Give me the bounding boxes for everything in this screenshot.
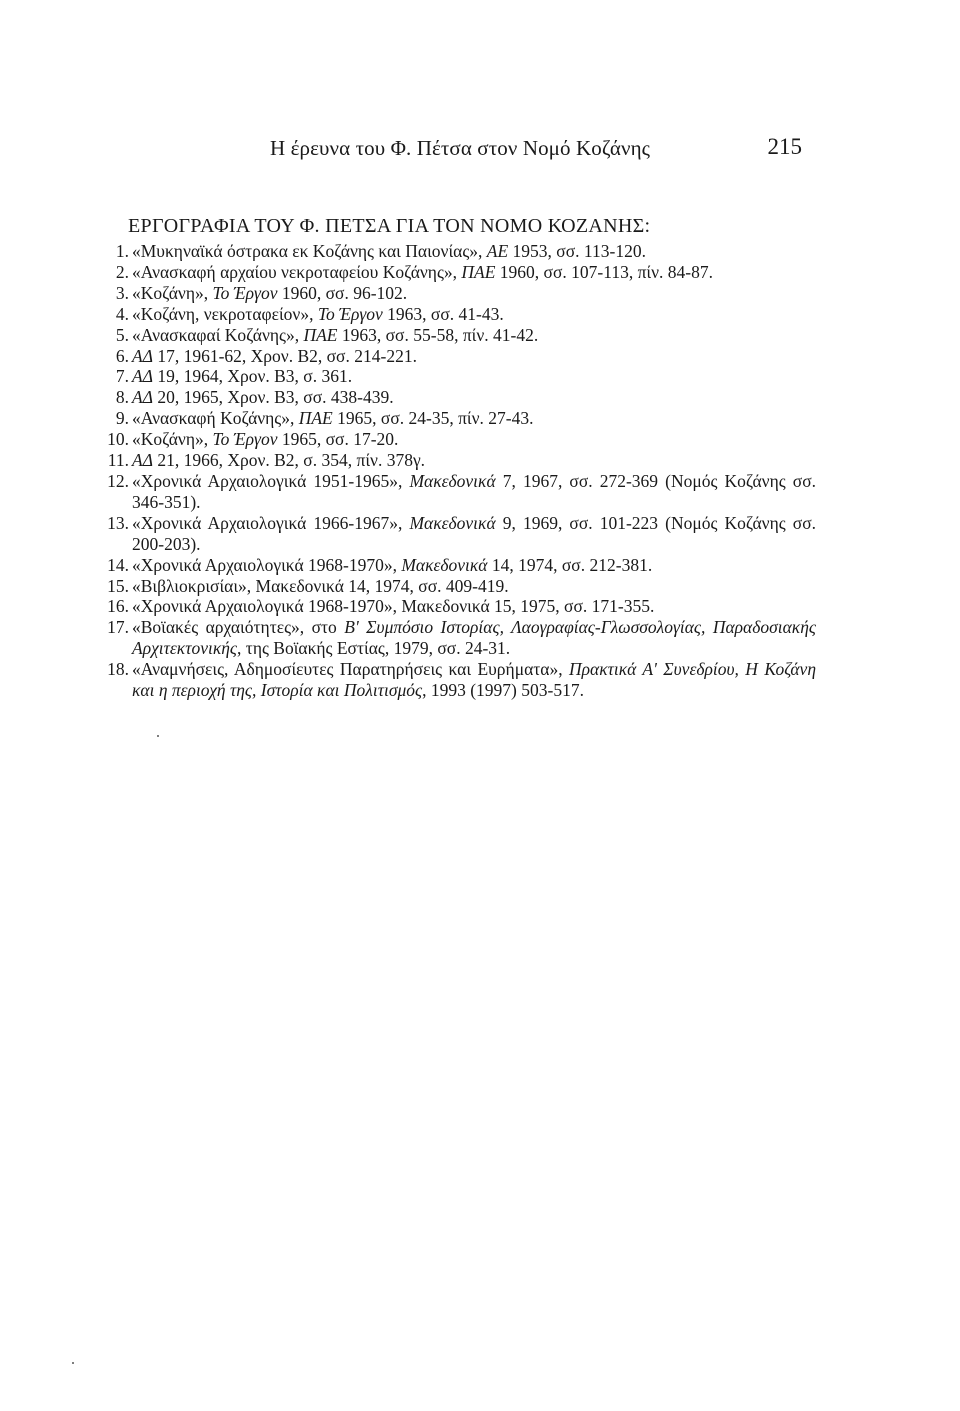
entry-text [132,387,816,408]
entry-number: 5. [115,324,129,345]
entry-number: 3. [115,282,129,303]
bibliography-entry [104,659,816,701]
entry-number: 7. [115,366,129,387]
entry-part: «Ανασκαφή Κοζάνης», [132,408,299,429]
entry-italic-part: Μακεδονικά [409,470,496,491]
entry-number: 18. [107,659,129,680]
page-number: 215 [767,134,802,159]
bibliography-entry [104,304,816,325]
bibliography-entry [104,262,816,283]
entry-number: 17. [107,617,129,638]
entry-number: 15. [107,575,129,596]
entry-part: 14, 1974, σσ. 212-381. [487,554,653,575]
entry-part: «Βιβλιοκρισίαι», Μακεδονικά 14, 1974, σσ. 409-419. [132,575,509,596]
entry-italic-part: Μακεδονικά [409,512,496,533]
entry-part: «Αναμνήσεις, Αδημοσίευτες Παρατηρήσεις και Ευρήματα», [132,659,569,680]
bibliography-entry [104,325,816,346]
entry-number: 12. [107,470,129,491]
bibliography-list [104,241,816,701]
bibliography-entry [104,283,816,304]
entry-part: «Χρονικά Αρχαιολογικά 1951-1965», [132,470,410,491]
entry-part: 1963, σσ. 41-43. [382,303,504,324]
entry-part: 1953, σσ. 113-120. [508,241,646,261]
entry-number: 4. [115,303,129,324]
entry-number: 6. [115,345,129,366]
entry-italic-part: Μακεδονικά [401,554,488,575]
entry-part: «Ανασκαφαί Κοζάνης», [132,324,304,345]
entry-text [132,471,816,513]
entry-number: 13. [107,512,129,533]
entry-text [132,596,816,617]
entry-part: 7, 1967, σσ. 272-369 (Νομός Κοζάνης σσ. 346-351). [132,470,816,512]
entry-number: 14. [107,554,129,575]
entry-part: 21, 1966, Χρον. Β2, σ. 354, πίν. 378γ. [152,450,426,471]
entry-part: «Ανασκαφή αρχαίου νεκροταφείου Κοζάνης», [132,261,462,282]
entry-text [132,262,816,283]
entry-italic-part: ΑΔ [132,345,153,366]
entry-text [132,555,816,576]
entry-text [132,576,816,597]
entry-part: 17, 1961-62, Χρον. Β2, σσ. 214-221. [152,345,417,366]
entry-italic-part: ΠΑΕ [298,408,333,429]
entry-part: 1963, σσ. 55-58, πίν. 41-42. [337,324,539,345]
entry-part: «Χρονικά Αρχαιολογικά 1968-1970», Μακεδονικά 15, 1975, σσ. 171-355. [132,596,655,617]
entry-text [132,450,816,471]
entry-italic-part: Β' Συμπόσιο Ιστορίας, Λαογραφίας-Γλωσσολογίας, Παραδοσιακής Αρχιτεκτονικής [132,617,816,659]
entry-part: 1960, σσ. 96-102. [277,282,408,303]
entry-text [132,304,816,325]
entry-text [132,408,816,429]
entry-number: 9. [115,408,129,429]
entry-text [132,241,816,262]
entry-number: 8. [115,387,129,408]
bibliography-entry [104,450,816,471]
entry-part: 19, 1964, Χρον. Β3, σ. 361. [152,366,353,387]
entry-number: 1. [115,241,129,261]
entry-italic-part: ΑΕ [486,241,509,261]
bibliography-entry [104,408,816,429]
entry-part: , 1993 (1997) 503-517. [422,680,584,701]
entry-part: «Μυκηναϊκά όστρακα εκ Κοζάνης και Παιονίας», [132,241,487,261]
entry-italic-part: ΑΔ [132,366,153,387]
entry-number: 2. [115,261,129,282]
entry-text [132,366,816,387]
entry-text [132,325,816,346]
entry-part: 1960, σσ. 107-113, πίν. 84-87. [495,261,714,282]
bibliography-entry [104,596,816,617]
bibliography-entry [104,387,816,408]
entry-italic-part: Πρακτικά Α' Συνεδρίου, Η Κοζάνη και η περιοχή της, Ιστορία και Πολιτισμός [132,659,816,701]
entry-italic-part: ΠΑΕ [303,324,338,345]
entry-part: 1965, σσ. 24-35, πίν. 27-43. [332,408,534,429]
bibliography-entry [104,346,816,367]
entry-italic-part: ΑΔ [132,387,153,408]
entry-part: 20, 1965, Χρον. Β3, σσ. 438-439. [152,387,394,408]
entry-part: 1965, σσ. 17-20. [277,429,399,450]
bibliography-entry [104,513,816,555]
entry-part: «Βοϊακές αρχαιότητες», στο [132,617,345,638]
entry-text [132,429,816,450]
entry-text [132,513,816,555]
entry-part: 9, 1969, σσ. 101-223 (Νομός Κοζάνης σσ. 200-203). [132,512,816,554]
entry-text [132,346,816,367]
entry-text [132,659,816,701]
bibliography-entry [104,576,816,597]
scan-speck [157,735,159,737]
bibliography-entry [104,429,816,450]
entry-italic-part: Το Έργον [317,303,383,324]
running-header-title: Η έρευνα του Φ. Πέτσα στον Νομό Κοζάνης [270,136,651,160]
entry-italic-part: ΠΑΕ [461,261,496,282]
entry-part: «Χρονικά Αρχαιολογικά 1968-1970», [132,554,402,575]
entry-part: «Κοζάνη», [132,429,213,450]
entry-italic-part: Το Έργον [212,282,278,303]
entry-number: 11. [107,450,129,471]
bibliography-entry [104,241,816,262]
entry-number: 10. [107,429,129,450]
scan-speck [72,1362,74,1364]
entry-part: «Χρονικά Αρχαιολογικά 1966-1967», [132,512,410,533]
entry-italic-part: Το Έργον [212,429,278,450]
entry-part: «Κοζάνη, νεκροταφείον», [132,303,318,324]
bibliography-entry [104,555,816,576]
entry-text [132,617,816,659]
section-heading: ΕΡΓΟΓΡΑΦΙΑ ΤΟΥ Φ. ΠΕΤΣΑ ΓΙΑ ΤΟΝ ΝΟΜΟ ΚΟΖΑΝΗΣ: [128,215,651,237]
bibliography-entry [104,617,816,659]
bibliography-entry [104,471,816,513]
bibliography-entry [104,366,816,387]
entry-text [132,283,816,304]
entry-part: «Κοζάνη», [132,282,213,303]
entry-italic-part: ΑΔ [132,450,153,471]
entry-part: , της Βοϊακής Εστίας, 1979, σσ. 24-31. [237,638,511,659]
entry-number: 16. [107,596,129,617]
